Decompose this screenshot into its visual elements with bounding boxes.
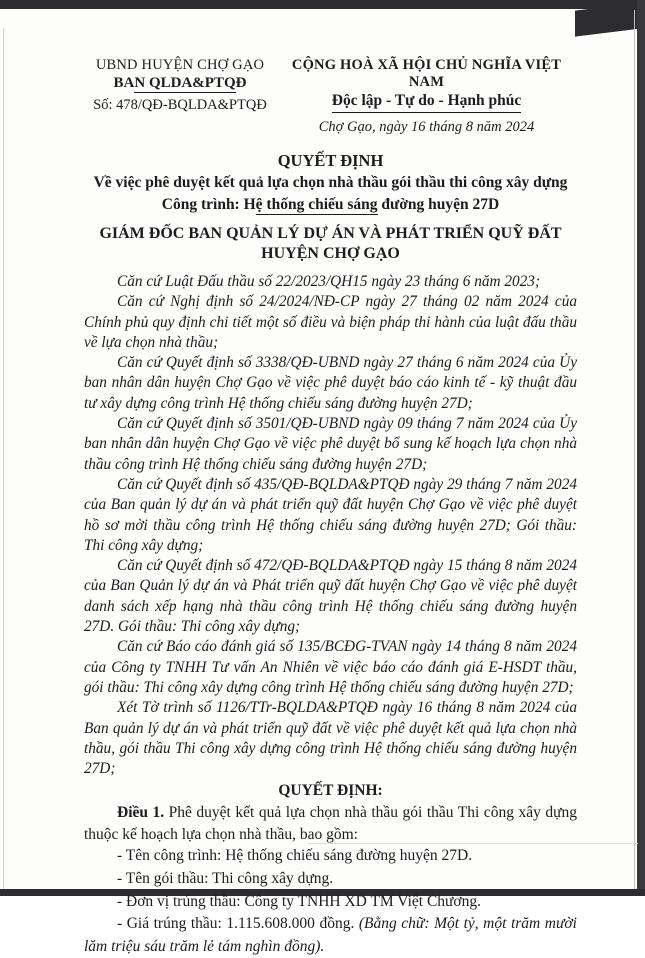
recital-paragraph: Căn cứ Quyết định số 3338/QĐ-UBND ngày 27 tháng 6 năm 2024 của Ủy ban nhân dân huyện Chợ Gạo về việc phê duyệt báo cáo kinh tế - kỹ thuật đầu tư xây dựng công trình Hệ thống chiếu sáng đường huyện 27D;: [84, 354, 577, 412]
decision-items: [84, 845, 577, 958]
agency-name: [84, 75, 276, 92]
agency-name-underlined: N QLDA&PTQ: [134, 75, 236, 91]
scan-edge-top: [0, 0, 645, 9]
national-title: CỘNG HOÀ XÃ HỘI CHỦ NGHĨA VIỆT NAM: [291, 57, 562, 90]
recital-paragraph: Căn cứ Luật Đấu thầu số 22/2023/QH15 ngày 23 tháng 6 năm 2023;: [117, 273, 541, 290]
title-block: [84, 151, 577, 264]
scan-edge-right: [637, 0, 645, 896]
subject-post: đường huyện 27D: [377, 196, 500, 213]
agency-name-pre: BA: [113, 75, 135, 91]
item-package-name: - Tên gói thầu: Thi công xây dựng.: [117, 870, 334, 888]
place-and-date: Chợ Gạo, ngày 16 tháng 8 năm 2024: [318, 119, 535, 135]
document-subject-line1: Về việc phê duyệt kết quả lựa chọn nhà thầu gói thầu thi công xây dựng: [93, 174, 568, 191]
article-1: [84, 802, 577, 845]
page-edge-left: [3, 28, 4, 890]
document-subject-line2: [84, 195, 577, 215]
document-number: Số: 478/QĐ-BQLDA&PTQĐ: [93, 97, 267, 113]
item-winning-price: [84, 913, 577, 958]
recital-paragraph: Căn cứ Quyết định số 472/QĐ-BQLDA&PTQĐ ngày 15 tháng 8 năm 2024 của Ban Quản lý dự án và Phát triển quỹ đất huyện Chợ Gạo về việc phê duyệt danh sách xếp hạng nhà thầu công trình Hệ thống chiếu sáng đường huyện 27D. Gói thầu: Thi công xây dựng;: [84, 557, 577, 636]
item-project-name: - Tên công trình: Hệ thống chiếu sáng đường huyện 27D.: [117, 847, 473, 865]
subject-pre: Công trình: H: [161, 196, 256, 213]
recital-paragraph: Căn cứ Quyết định số 3501/QĐ-UBND ngày 09 tháng 7 năm 2024 của Ủy ban nhân dân huyện Chợ Gạo về việc phê duyệt bổ sung kế hoạch lựa chọn nhà thầu công trình Hệ thống chiếu sáng đường huyện 27D;: [84, 415, 577, 473]
agency-name-post: Đ: [235, 75, 247, 91]
winning-price-amount: - Giá trúng thầu: 1.115.608.000 đồng.: [117, 915, 359, 933]
recital-paragraph: Xét Tờ trình số 1126/TTr-BQLDA&PTQĐ ngày 16 tháng 8 năm 2024 của Ban quản lý dự án và phát triển quỹ đất về việc phê duyệt kết quả lựa chọn nhà thầu, gói thầu Thi công xây dựng công trình Hệ thống chiếu sáng đường huyện 27D;: [84, 699, 577, 778]
issuing-authority-line2: HUYỆN CHỢ GẠO: [261, 245, 400, 262]
issuing-authority: [84, 224, 577, 264]
article-1-text: Phê duyệt kết quả lựa chọn nhà thầu gói thầu Thi công xây dựng thuộc kế hoạch lựa chọn nhà thầu, bao gồm:: [84, 804, 577, 843]
issuing-authority-line1: GIÁM ĐỐC BAN QUẢN LÝ DỰ ÁN VÀ PHÁT TRIỂN QUỸ ĐẤT: [99, 225, 562, 242]
national-motto-block: [276, 57, 577, 136]
article-1-label: Điều 1.: [117, 804, 165, 822]
agency-parent-name: UBND HUYỆN CHỢ GẠO: [95, 57, 265, 73]
national-motto-text: Độc lập - Tự do - Hạnh phúc: [332, 92, 521, 113]
document-header: [84, 57, 577, 136]
page-edge-right: [634, 10, 635, 890]
recital-paragraph: Căn cứ Báo cáo đánh giá số 135/BCĐG-TVAN ngày 14 tháng 8 năm 2024 của Công ty TNHH Tư vấn An Nhiên về việc báo cáo đánh giá E-HSDT thầu, gói thầu: Thi công xây dựng công trình Hệ thống chiếu sáng đường huyện 27D;: [84, 638, 577, 696]
national-motto: [276, 92, 577, 113]
decision-heading: QUYẾT ĐỊNH:: [278, 782, 383, 800]
issuing-agency-block: [84, 57, 276, 136]
recital-paragraph: Căn cứ Quyết định số 435/QĐ-BQLDA&PTQĐ ngày 29 tháng 7 năm 2024 của Ban quản lý dự án và phát triển quỹ đất huyện Chợ Gạo về việc phê duyệt hồ sơ mời thầu công trình Hệ thống chiếu sáng đường huyện 27D; Gói thầu: Thi công xây dựng;: [84, 475, 577, 554]
subject-underlined: ệ thống chiếu sáng: [255, 196, 378, 213]
item-winning-contractor: - Đơn vị trúng thầu: Công ty TNHH XD TM Việt Chương.: [117, 892, 482, 910]
legal-basis-section: [84, 272, 577, 779]
document-content: [84, 57, 577, 958]
recital-paragraph: Căn cứ Nghị định số 24/2024/NĐ-CP ngày 27 tháng 02 năm 2024 của Chính phủ quy định chi tiết một số điều và biện pháp thi hành của luật đấu thầu về lựa chọn nhà thầu;: [84, 293, 577, 351]
winning-price-in-words: (Bằng chữ: Một tỷ, một trăm mười lăm triệu sáu trăm lẻ tám nghìn đồng).: [84, 915, 577, 955]
document-title: QUYẾT ĐỊNH: [277, 151, 384, 170]
